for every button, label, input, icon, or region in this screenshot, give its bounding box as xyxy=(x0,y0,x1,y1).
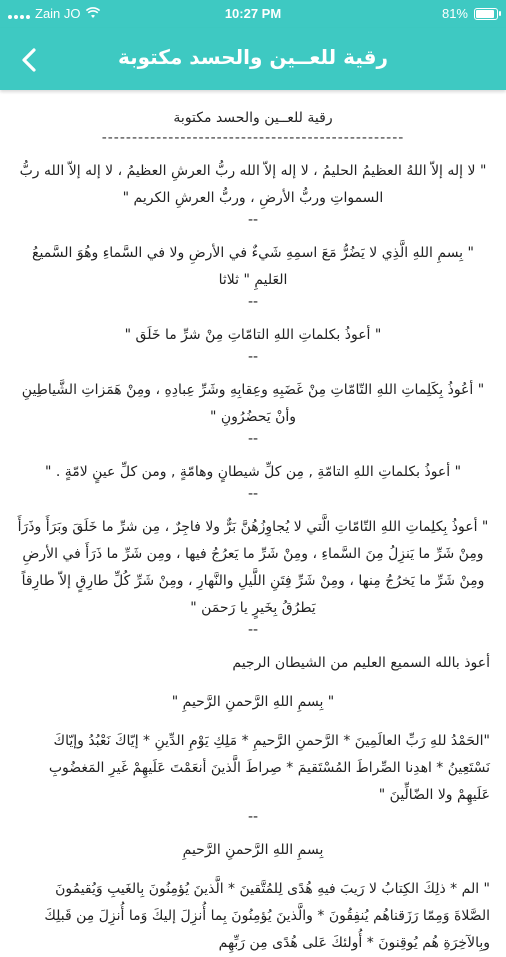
page-title: رقية للعــين والحسد مكتوبة xyxy=(117,45,389,69)
basmala-line: بِسمِ اللهِ الرَّحمنِ الرَّحيمِ xyxy=(182,842,324,858)
battery-info xyxy=(442,6,498,21)
separator: -- xyxy=(247,486,259,502)
dhikr-paragraph: " لا إله إلاّ اللهُ العظيمُ الحليمُ ، لا إله إلاّ الله ربُّ العرشِ العظيمُ ، لا إله إلاّ الله ربُّ السمواتِ وربُّ الأرضِ ، وربُّ العرشِ الكريم " xyxy=(19,163,487,206)
app-header xyxy=(0,28,506,90)
carrier-label: Zain JO xyxy=(35,6,81,21)
separator: -- xyxy=(247,294,259,310)
dhikr-paragraph: " أعوذُ بكلماتِ اللهِ التامّةِ , مِن كلِّ شيطانٍ وهامّةٍ , ومن كلِّ عينٍ لامّةٍ . " xyxy=(44,464,462,480)
dhikr-paragraph: " أعوذُ بكلماتِ اللهِ التامّاتِ مِنْ شرِّ ما خَلَق " xyxy=(124,327,382,343)
baqarah-paragraph: " الم * ذلِكَ الكِتابُ لا رَيبَ فيهِ هُدًى لِلمُتَّقينَ * الَّذينَ يُؤمِنُونَ بِالغَيبِ وَيُقيمُونَ الصَّلاةَ وَمِمّا رَزَقناهُم يُنفِقُونَ * والَّذينَ يُؤمِنُونَ بِما أُنزِلَ إليكَ وَما أُنزِلَ مِن قَبلِكَ وبِالآخِرَةِ هُم يُوقِنونَ * أُولئكَ عَلى هُدًى مِن رَبِّهِم xyxy=(44,881,490,951)
separator: -- xyxy=(247,431,259,447)
status-bar xyxy=(0,0,506,28)
separator: -- xyxy=(247,622,259,638)
fatiha-paragraph: "الحَمْدُ للهِ رَبِّ العالَمِينَ * الرَّحمنِ الرَّحيمِ * مَلِكِ يَوْمِ الدِّينِ * إيّاكَ نَعْبُدُ وإيّاكَ نَسْتَعِينُ * اهدِنا الصِّراطَ المُسْتَقيمَ * صِراطَ الَّذينَ أنعَمْتَ عَلَيهِمْ غَيرِ المَغضُوبِ عَلَيهِمْ ولا الضّالِّينَ " xyxy=(48,733,490,803)
back-button[interactable] xyxy=(12,43,46,77)
ruqyah-text-content[interactable] xyxy=(0,100,506,957)
separator: -- xyxy=(247,349,259,365)
istiadha-line: أعوذ بالله السميع العليم من الشيطان الرجيم xyxy=(232,655,490,671)
dhikr-paragraph: " أعوذُ بِكلِماتِ اللهِ التّامّاتِ الَّتي لا يُجاوِزُهُنَّ بَرٌّ ولا فاجِرٌ ، مِن شرِّ ما خَلَقَ وبَرَأَ وذَرَأَ ومِنْ شَرِّ ما يَنزِلُ مِنَ السَّماءِ ، ومِنْ شَرِّ ما يَعرُجُ فيها ، ومِن شَرِّ ما ذَرَأَ في الأرضِ ومِنْ شَرِّ ما يَخرُجُ مِنها ، ومِنْ شَرِّ فِتَنِ اللَّيلِ والنَّهارِ ، ومِنْ شَرِّ كُلِّ طارِقٍ إلاّ طارِقاً يَطرُقُ بِخَيرٍ يا رَحمَن " xyxy=(17,519,489,616)
clock: 10:27 PM xyxy=(224,6,282,21)
dhikr-paragraph: " أعُوذُ بِكَلِماتِ اللهِ التّامّاتِ مِنْ غَضَبِهِ وعِقابِهِ وشَرِّ عِبادِهِ ، ومِنْ هَمَزاتِ الشَّياطِينِ وأنْ يَحضُرُونِ " xyxy=(21,382,485,425)
basmala-line: " بِسمِ اللهِ الرَّحمنِ الرَّحيمِ " xyxy=(171,694,335,710)
chevron-left-icon xyxy=(20,47,38,73)
document-title: رقية للعــين والحسد مكتوبة xyxy=(173,110,333,126)
dhikr-paragraph: " بِسمِ اللهِ الَّذِي لا يَضُرُّ مَعَ اسمِهِ شَيءٌ في الأرضِ ولا في السَّماءِ وهُوَ السَّميعُ العَليمِ " ثلاثا xyxy=(32,245,474,288)
separator: -- xyxy=(247,212,259,228)
separator: -- xyxy=(247,809,259,825)
battery-icon xyxy=(474,8,498,20)
title-divider: -------------------------------------------------- xyxy=(101,130,405,146)
battery-percent: 81% xyxy=(441,6,468,21)
